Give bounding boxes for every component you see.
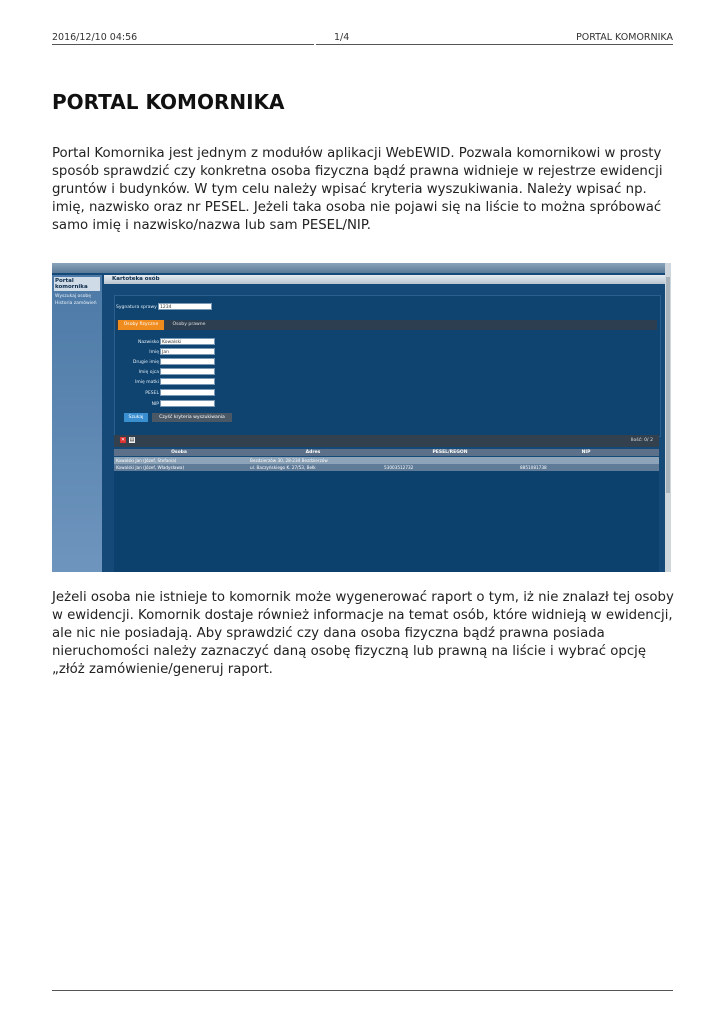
- report-icon[interactable]: ▤: [129, 437, 135, 443]
- results-header: [114, 449, 659, 456]
- header-doc-title: PORTAL KOMORNIKA: [576, 32, 673, 43]
- scrollbar-thumb[interactable]: [666, 277, 670, 493]
- person-type-tabs: [116, 320, 657, 330]
- field-label-surname: Nazwisko: [138, 340, 159, 345]
- field-label-first-name: Imię: [149, 350, 159, 355]
- first-name-input[interactable]: Jan: [160, 348, 215, 355]
- screenshot-top-bar: [52, 263, 671, 273]
- field-label-mother-name: Imię matki: [135, 380, 159, 385]
- close-icon[interactable]: ✕: [120, 437, 126, 443]
- search-button[interactable]: Szukaj: [124, 413, 148, 422]
- results-count: Ilość: 0/ 2: [630, 438, 653, 443]
- clear-criteria-button[interactable]: Czyść kryteria wyszukiwania: [152, 413, 232, 422]
- app-screenshot: [52, 263, 671, 572]
- sidebar-item-search[interactable]: Wyszukaj osobę: [55, 294, 92, 299]
- sidebar-title: Portal komornika: [54, 277, 100, 291]
- header-rule-right: [316, 44, 673, 45]
- intro-paragraph: Portal Komornika jest jednym z modułów aplikacji WebEWID. Pozwala komornikowi w prosty sposób sprawdzić czy konkretna osoba fizyczna bądź prawna widnieje w rejestrze ewidencji gruntów i budynków. W tym celu należy wpisać kryteria wyszukiwania. Należy wpisać np. imię, nazwisko oraz nr PESEL. Jeżeli taka osoba nie pojawi się na liście to można spróbować samo imię i nazwisko/nazwa lub sam PESEL/NIP.: [52, 146, 663, 233]
- mother-name-input[interactable]: [160, 378, 215, 385]
- sidebar-item-history[interactable]: Historia zamówień: [55, 301, 97, 306]
- cell-pesel: 53003512732: [384, 465, 414, 470]
- column-header-nip[interactable]: NIP: [581, 450, 591, 455]
- screenshot-scrollbar[interactable]: [665, 263, 671, 572]
- column-header-adres[interactable]: Adres: [305, 450, 321, 455]
- cell-adres: ul. Baczyńskiego K. 27/53, Bełk: [250, 465, 316, 470]
- column-header-osoba[interactable]: Osoba: [171, 450, 187, 455]
- cell-nip: 8851081738: [520, 465, 547, 470]
- tab-legal-persons[interactable]: Osoby prawne: [172, 322, 206, 327]
- footer-rule: [52, 990, 673, 991]
- cell-adres: Bezdzierzów 30, 28-234 Bezdzierzów: [250, 458, 328, 463]
- surname-input[interactable]: Kowalski: [160, 338, 215, 345]
- cell-osoba: Kowalski Jan (Józef, Władysława): [116, 465, 185, 470]
- table-row[interactable]: [114, 457, 659, 464]
- header-datetime: 2016/12/10 04:56: [52, 32, 138, 43]
- sygnatura-label: Sygnatura sprawy: [116, 305, 157, 310]
- results-toolbar: [114, 435, 659, 447]
- second-name-input[interactable]: [160, 358, 215, 365]
- field-label-second-name: Drugie imię: [132, 360, 159, 365]
- main-header: [104, 275, 671, 284]
- column-header-pesel[interactable]: PESEL/REGON: [432, 450, 468, 455]
- pesel-input[interactable]: [160, 389, 215, 396]
- field-label-pesel: PESEL: [145, 391, 159, 396]
- father-name-input[interactable]: [160, 368, 215, 375]
- header-rule-left: [52, 44, 314, 45]
- nip-input[interactable]: [160, 400, 215, 407]
- table-row[interactable]: [114, 464, 659, 471]
- sygnatura-input[interactable]: 1234: [158, 303, 212, 310]
- cell-osoba: Kowalski Jan (Józef, Stefania): [116, 458, 177, 463]
- field-label-father-name: Imię ojca: [138, 370, 159, 375]
- tab-natural-persons[interactable]: Osoby fizyczne: [118, 320, 164, 330]
- main-title: Kartoteka osób: [112, 276, 160, 282]
- results-list-body: [114, 471, 659, 572]
- screenshot-sidebar: [52, 275, 102, 572]
- second-paragraph: Jeżeli osoba nie istnieje to komornik może wygenerować raport o tym, iż nie znalazł tej osoby w ewidencji. Komornik dostaje również informacje na temat osób, które widnieją w ewidencji, ale nic nie posiadają. Aby sprawdzić czy dana osoba fizyczna bądź prawna posiada nieruchomości należy zaznaczyć daną osobę fizyczną lub prawną na liście i wybrać opcję „złóż zamówienie/generuj raport.: [52, 590, 674, 677]
- field-label-nip: NIP: [151, 402, 159, 407]
- page-title: PORTAL KOMORNIKA: [52, 90, 285, 114]
- header-page-number: 1/4: [334, 32, 350, 43]
